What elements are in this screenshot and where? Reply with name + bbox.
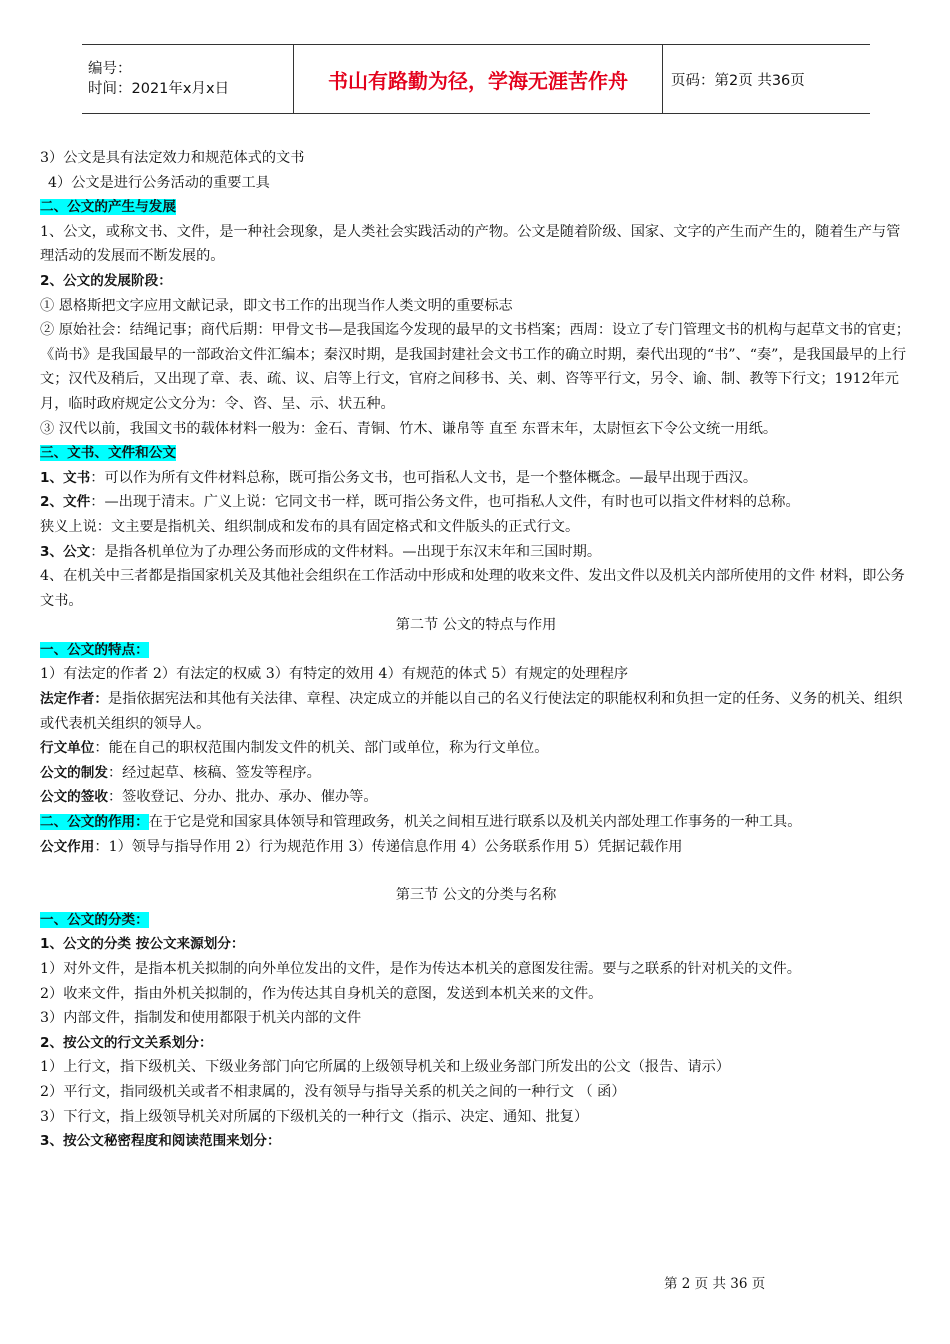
term-text: ：是指各机单位为了办理公务而形成的文件材料。—出现于东汉末年和三国时期。 bbox=[90, 543, 602, 560]
paragraph: 1）上行文，指下级机关、下级业务部门向它所属的上级领导机关和上级业务部门所发出的公文（报告、请示） bbox=[40, 1059, 731, 1076]
paragraph: 3）下行文，指上级领导机关对所属的下级机关的一种行文（指示、决定、通知、批复） bbox=[40, 1108, 589, 1125]
number-label: 编号： bbox=[88, 61, 132, 77]
term-text: ：经过起草、核稿、签发等程序。 bbox=[107, 764, 321, 781]
highlighted-heading: 二、公文的产生与发展 bbox=[40, 199, 176, 216]
section-heading bbox=[40, 195, 912, 220]
term-label: 2、文件 bbox=[40, 494, 91, 511]
header-meta bbox=[82, 45, 294, 113]
bold-heading: 2、公文的发展阶段： bbox=[40, 272, 172, 289]
term-label: 1、文书 bbox=[40, 469, 91, 486]
paragraph: 1、公文，或称文书、文件，是一种社会现象，是人类社会实践活动的产物。公文是随着阶级、国家、文字的产生而产生的，随着生产与管理活动的发展而不断发展的。 bbox=[40, 223, 901, 265]
document-body bbox=[40, 146, 912, 1154]
paragraph: ② 原始社会：结绳记事；商代后期：甲骨文书—是我国迄今发现的最早的文书档案；西周：设立了专门管理文书的机构与起草文书的官吏；《尚书》是我国最早的一部政治文件汇编本；秦汉时期，是我国封建社会文书工作的确立时期，秦代出现的“书”、“奏”，是我国最早的上行文；汉代及稍后，又出现了章、表、疏、议、启等上行文，官府之间移书、关、刺、咨等平行文，另令、谕、制、教等下行文；1912年元月，临时政府规定公文分为：令、咨、呈、示、状五种。 bbox=[40, 322, 910, 412]
paragraph: 4、在机关中三者都是指国家机关及其他社会组织在工作活动中形成和处理的收来文件、发出文件以及机关内部所使用的文件 材料，即公务文书。 bbox=[40, 568, 905, 609]
term-label: 公文作用 bbox=[40, 838, 95, 855]
term-label: 公文的制发 bbox=[40, 764, 108, 781]
term-text: ：可以作为所有文件材料总称，既可指公务文书，也可指私人文书，是一个整体概念。—最早出现于西汉。 bbox=[90, 469, 758, 486]
term-text: ：1）领导与指导作用 2）行为规范作用 3）传递信息作用 4）公务联系作用 5）凭据记载作用 bbox=[94, 838, 683, 855]
paragraph: ③ 汉代以前，我国文书的载体材料一般为：金石、青铜、竹木、谦帛等 直至 东晋末年，太尉恒玄下令公文统一用纸。 bbox=[40, 420, 778, 437]
term-text: ：签收登记、分办、批办、承办、催办等。 bbox=[107, 789, 378, 806]
paragraph: 狭义上说：文主要是指机关、组织制成和发布的具有固定格式和文件版头的正式行文。 bbox=[40, 518, 580, 535]
term-text: 在于它是党和国家具体领导和管理政务，机关之间相互进行联系以及机关内部处理工作事务的一种工具。 bbox=[148, 814, 802, 831]
paragraph bbox=[40, 490, 912, 515]
paragraph: 1）对外文件，是指本机关拟制的向外单位发出的文件，是作为传达本机关的意图发往需。要与之联系的针对机关的文件。 bbox=[40, 961, 801, 977]
term-label: 行文单位 bbox=[40, 740, 95, 757]
paragraph bbox=[40, 835, 912, 860]
spacer bbox=[40, 859, 912, 883]
section-heading bbox=[40, 908, 912, 933]
paragraph bbox=[40, 540, 912, 565]
header-page-info: 页码：第2页 共36页 bbox=[671, 72, 805, 89]
time-label: 时间：2021年x月x日 bbox=[88, 81, 230, 97]
highlighted-heading: 二、公文的作用： bbox=[40, 814, 149, 831]
paragraph: ① 恩格斯把文字应用文献记录，即文书工作的出现当作人类文明的重要标志 bbox=[40, 297, 513, 314]
term-text: ：—出现于清末。广义上说：它同文书一样，既可指公务文件，也可指私人文件，有时也可以指文件材料的总称。 bbox=[90, 494, 800, 511]
paragraph: 1）有法定的作者 2）有法定的权威 3）有特定的效用 4）有规范的体式 5）有规定的处理程序 bbox=[40, 666, 629, 683]
paragraph: 2）平行文，指同级机关或者不相隶属的，没有领导与指导关系的机关之间的一种行文 （ 函） bbox=[40, 1083, 626, 1100]
page-footer: 第 2 页 共 36 页 bbox=[664, 1276, 766, 1292]
section-heading bbox=[40, 441, 912, 466]
paragraph bbox=[40, 785, 912, 810]
paragraph: 3）公文是具有法定效力和规范体式的文书 bbox=[40, 150, 305, 166]
highlighted-heading: 一、公文的分类： bbox=[40, 911, 149, 928]
paragraph bbox=[40, 687, 912, 736]
bold-heading: 3、按公文秘密程度和阅读范围来划分： bbox=[40, 1133, 281, 1150]
bold-heading: 2、按公文的行文关系划分： bbox=[40, 1034, 213, 1051]
paragraph bbox=[40, 736, 912, 761]
section-heading bbox=[40, 638, 912, 663]
term-label: 法定作者： bbox=[40, 691, 108, 708]
page-header bbox=[82, 44, 870, 114]
term-label: 公文的签收 bbox=[40, 789, 108, 806]
term-text: ：能在自己的职权范围内制发文件的机关、部门或单位，称为行文单位。 bbox=[94, 740, 549, 757]
paragraph bbox=[40, 761, 912, 786]
term-text: 是指依据宪法和其他有关法律、章程、决定成立的并能以自己的名义行使法定的职能权利和负担一定的任务、义务的机关、组织或代表机关组织的领导人。 bbox=[40, 691, 903, 732]
header-motto: 书山有路勤为径，学海无涯苦作舟 bbox=[294, 45, 663, 113]
paragraph: 4）公文是进行公务活动的重要工具 bbox=[48, 174, 270, 191]
term-label: 3、公文 bbox=[40, 543, 91, 560]
paragraph bbox=[40, 810, 912, 835]
paragraph bbox=[40, 466, 912, 491]
section-title: 第三节 公文的分类与名称 bbox=[395, 887, 557, 904]
bold-heading: 1、公文的分类 按公文来源划分： bbox=[40, 936, 245, 953]
highlighted-heading: 三、文书、文件和公文 bbox=[40, 445, 176, 462]
paragraph: 3）内部文件，指制发和使用都限于机关内部的文件 bbox=[40, 1010, 362, 1027]
section-title: 第二节 公文的特点与作用 bbox=[395, 617, 557, 634]
highlighted-heading: 一、公文的特点： bbox=[40, 641, 149, 658]
paragraph: 2）收来文件，指由外机关拟制的，作为传达其自身机关的意图，发送到本机关来的文件。 bbox=[40, 985, 603, 1002]
